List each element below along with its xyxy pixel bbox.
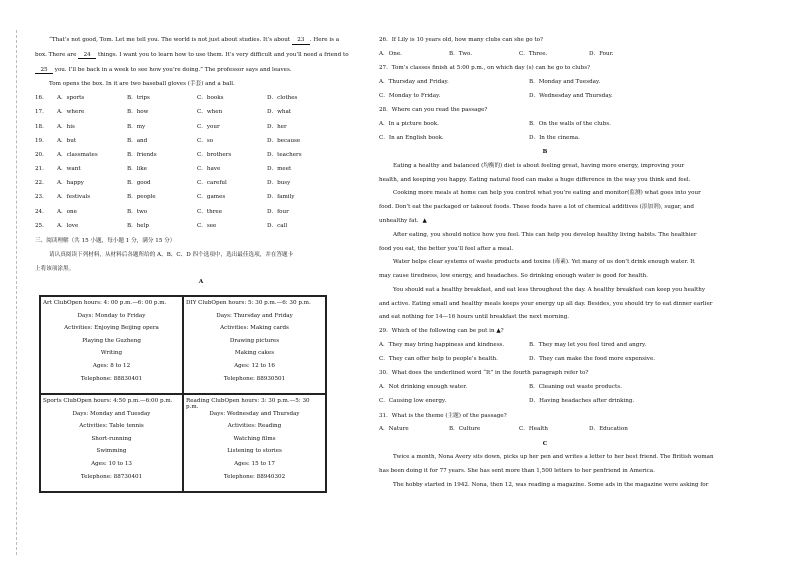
option[interactable]: D．meet [267,166,292,173]
option[interactable]: D．busy [267,180,291,187]
option[interactable]: C．see [197,222,217,229]
passage-b-line [379,315,711,321]
option[interactable]: B．like [127,166,147,173]
passage-line-3 [35,68,367,75]
passage-line-4: Tom opens the box. In it are two baseball gloves (手套) and a ball. [49,81,235,88]
club-cell [183,296,326,394]
club-detail: Listening to stories [227,448,282,455]
question-number: 18． [35,123,48,130]
option[interactable]: A．They may bring happiness and kindness. [379,342,505,349]
clubs-table [39,295,327,493]
passage-b-line [379,247,711,253]
club-detail: Activities: Enjoying Beijing opera [64,325,159,332]
option[interactable]: B．On the walls of the clubs. [529,120,611,127]
cloze-option-row [35,167,367,181]
text: food you eat, the better you’ll feel after a meal. [379,245,514,252]
option[interactable]: D．her [267,123,287,130]
option[interactable]: B．my [127,123,146,130]
option[interactable]: B．They may let you feel tired and angry. [529,342,647,349]
club-header: DIY ClubOpen hours: 5: 30 p.m.—6: 30 p.m. [186,299,311,306]
q26-options [379,52,711,66]
option[interactable]: B．Monday and Tuesday. [529,78,601,85]
club-header: Reading ClubOpen hours: 3: 30 p.m.—5: 30 p.m. [186,398,310,410]
option[interactable]: A．Nature [379,426,409,433]
club-detail: Days: Monday and Tuesday [72,410,151,417]
question-number: 22． [35,180,48,187]
cloze-option-row [35,96,367,110]
club-detail: Activities: Table tennis [79,423,144,430]
passage-c-label: C [542,440,548,447]
passage-b-line [379,219,711,225]
club-detail: Playing the Guzheng [82,337,141,344]
option[interactable]: D．family [267,194,295,201]
club-detail: Making cakes [234,350,275,357]
passage-c-line: Twice a month, Nona Avery sits down, picks up her pen and writes a letter to her best friend. The British woman [393,454,714,461]
question-number: 20． [35,151,48,158]
option[interactable]: B．Two. [449,50,473,57]
option[interactable]: C．careful [197,180,227,187]
passage-b [379,164,711,321]
question-number: 23． [35,194,48,201]
club-detail: Short-running [91,435,132,442]
option[interactable]: B．good [127,180,151,187]
option[interactable]: A．want [57,166,81,173]
club-detail: Activities: Reading [227,423,282,430]
club-detail: Days: Monday to Friday [77,312,146,319]
option[interactable]: C．In an English book. [379,135,444,142]
text: things. I want you to learn how to use them. It’s very difficult and you’ll need a friend to [97,51,349,58]
section3-instruction-2: 上将该项涂黑。 [35,265,75,272]
question-number: 19． [35,137,48,144]
option[interactable]: B．help [127,222,149,229]
right-column [379,37,714,496]
text: You should eat a healthy breakfast, and eat less throughout the day. A healthy breakfast can keep you healthy [393,286,706,293]
blank-24: 24 [78,53,96,60]
passage-b-line [379,260,711,266]
blank-marker: ▲ [496,328,501,335]
text: “That’s not good, Tom. Let me tell you. The world is not just about studies. It’s about [49,37,291,43]
option[interactable]: D．Education [589,426,628,433]
option[interactable]: B．trips [127,95,150,102]
option[interactable]: D．because [267,137,301,144]
option[interactable]: C．Causing low energy. [379,398,447,405]
passage-b-line [379,191,711,197]
text: and eat nothing for 14—16 hours until breakfast the next morning. [379,314,570,321]
text: you. I’ll be back in a week to see how you’re doing.” The professor says and leaves. [54,66,292,73]
q31-options [379,427,711,441]
q28-options-row2 [379,136,711,150]
fold-line [16,30,17,555]
cloze-option-row [35,210,367,224]
club-detail: Writing [100,350,123,357]
option[interactable]: D．four [267,208,289,215]
option[interactable]: A．One. [379,50,402,57]
question-30: 30．What does the underlined word “It” in the fourth paragraph refer to? [379,370,589,377]
option[interactable]: C．so [197,137,214,144]
option[interactable]: A．Not drinking enough water. [379,384,468,391]
cloze-option-row [35,110,367,124]
option[interactable]: D．Four. [589,50,614,57]
cloze-option-row [35,125,367,139]
option[interactable]: D．clothes [267,95,298,102]
club-header: Sports ClubOpen hours: 4:50 p.m.—6:00 p.m. [43,398,173,405]
option[interactable]: D．Having headaches after drinking. [529,398,635,405]
option[interactable]: A．but [57,137,77,144]
passage-b-line [379,233,711,239]
option[interactable]: A．festivals [57,194,91,201]
question-number: 16． [35,95,48,102]
passage-c-line: The hobby started in 1942. Nona, then 12, was reading a magazine. Some ads in the magazine were asking for [393,481,709,488]
option[interactable]: A．Thursday and Friday. [379,78,449,85]
club-detail: Days: Thursday and Friday [216,312,293,319]
passage-b-line [379,274,711,280]
club-detail: Activities: Making cards [220,325,289,332]
blank-23: 23 [292,38,310,45]
club-detail: Ages: 15 to 17 [234,461,275,468]
text: Cooking more meals at home can help you control what you’re eating and monitor(监测) what goes into your [393,190,701,197]
option[interactable]: A．one [57,208,77,215]
option[interactable]: C．games [197,194,226,201]
option[interactable]: D．teachers [267,151,302,158]
cloze-option-row [35,153,367,167]
option[interactable]: B．Culture [449,426,481,433]
question-number: 21． [35,166,48,173]
option[interactable]: B．friends [127,151,157,158]
option[interactable]: A．classmates [57,151,98,158]
question-31: 31．What is the theme (主题) of the passage? [379,412,507,419]
option[interactable]: B．people [127,194,156,201]
club-detail: Ages: 8 to 12 [92,362,131,369]
cloze-options [35,96,367,238]
club-cell [183,394,326,492]
text: unhealthy fat. [379,218,419,224]
club-detail: Telephone: 88940302 [223,473,286,480]
q27-options-row1 [379,80,711,94]
option[interactable]: D．In the cinema. [529,135,580,142]
q27-options-row2 [379,94,711,108]
club-header: Art ClubOpen hours: 4: 00 p.m.—6: 00 p.m. [43,299,167,306]
text: 29．Which of the following can be put in [379,328,495,335]
passage-b-label: B [542,149,548,156]
option[interactable]: C．your [197,123,220,130]
blank-25: 25 [35,68,53,75]
text: health, and keeping you happy. Eating natural food can make a huge difference in the way you think and feel. [379,176,691,183]
passage-c-line: has been doing it for 77 years. She has sent more than 1,500 letters to her penfriend in America. [379,467,655,474]
question-26: 26．If Lily is 10 years old, how many clubs can she go to? [379,37,543,43]
option[interactable]: D．They can make the food more expensive. [529,356,656,363]
passage-line-2 [35,53,367,60]
option[interactable]: B．and [127,137,148,144]
passage-b-line [379,205,711,211]
passage-b-line [379,302,711,308]
question-number: 25． [35,222,48,229]
passage-b-line [379,288,711,294]
section3-title: 三、阅读理解（共 15 小题，每小题 1 分，满分 15 分） [35,238,176,244]
club-cell [40,296,183,394]
option[interactable]: A．In a picture book. [379,120,439,127]
cloze-option-row [35,181,367,195]
club-detail: Ages: 10 to 13 [91,461,132,468]
passage-b-line [379,178,711,184]
cloze-option-row [35,139,367,153]
cloze-option-row [35,195,367,209]
passage-a-label: A [198,279,204,286]
text: may cause tiredness, low energy, and headaches. So drinking enough water is good for health. [379,273,648,280]
option[interactable]: B．two [127,208,148,215]
text: . Here is a [309,37,340,43]
option[interactable]: C．have [197,166,221,173]
option[interactable]: C．books [197,95,224,102]
q28-options-row1 [379,122,711,136]
passage-c [379,454,714,488]
option[interactable]: D．Wednesday and Thursday. [529,92,613,99]
text: Eating a healthy and balanced (均衡的) diet is about feeling great, having more energy, improving your [393,162,685,169]
text: Water helps clear systems of waste products and toxins (毒素). Yet many of us don’t drink enough water. It [393,259,695,266]
option[interactable]: C．Monday to Friday. [379,92,441,99]
blank-marker: ▲ [422,218,427,224]
option[interactable]: C．They can offer help to people’s health. [379,356,498,363]
option[interactable]: C．Health [519,426,549,433]
option[interactable]: D．call [267,222,288,229]
q30-options-row2 [379,399,711,413]
option[interactable]: A．where [57,109,85,116]
cloze-option-row [35,224,367,238]
question-27: 27．Tom’s classes finish at 5:00 p.m., on which day (s) can he go to clubs? [379,64,591,71]
club-detail: Telephone: 88930501 [223,375,286,382]
question-number: 17． [35,109,48,116]
option[interactable]: A．his [57,123,75,130]
text: and active. Eating small and healthy meals keeps your energy up all day. Besides, you should try to eat dinner earlier [379,300,713,307]
option[interactable]: C．Three. [519,50,548,57]
q29-options-row1 [379,343,711,357]
option[interactable]: D．what [267,109,292,116]
option[interactable]: A．love [57,222,79,229]
left-column [35,38,367,493]
option[interactable]: C．three [197,208,223,215]
text: After eating, you should notice how you feel. This can help you develop healthy living habits. The healthier [393,231,697,238]
q30-options-row1 [379,385,711,399]
option[interactable]: B．how [127,109,149,116]
option[interactable]: A．happy [57,180,84,187]
club-detail: Drawing pictures [229,337,280,344]
club-detail: Ages: 12 to 16 [234,362,275,369]
option[interactable]: C．brothers [197,151,232,158]
club-detail: Watching films [233,435,276,442]
club-detail: Telephone: 88730401 [80,473,143,480]
passage-line-1 [35,38,367,45]
question-29: 29．Which of the following can be put in ▲? [379,328,504,335]
club-detail: Swimming [96,448,127,455]
club-detail: Telephone: 88830401 [80,375,143,382]
option[interactable]: C．when [197,109,223,116]
question-28: 28．Where can you read the passage? [379,107,488,114]
option[interactable]: B．Cleaning out waste products. [529,384,622,391]
section3-instruction: 请认真阅读下列材料，从材料后各题所给的 A、B、C、D 四个选项中，选出最佳选项，并在答题卡 [49,251,294,258]
text: food. Don’t eat the packaged or takeout foods. These foods have a lot of chemical additives (添加剂), sugar, and [379,204,694,211]
club-cell [40,394,183,492]
option[interactable]: A．sports [57,95,85,102]
passage-b-line [379,164,711,170]
text: box. There are [35,51,77,58]
question-number: 24． [35,208,48,215]
club-detail: Days: Wednesday and Thursday [209,410,300,417]
